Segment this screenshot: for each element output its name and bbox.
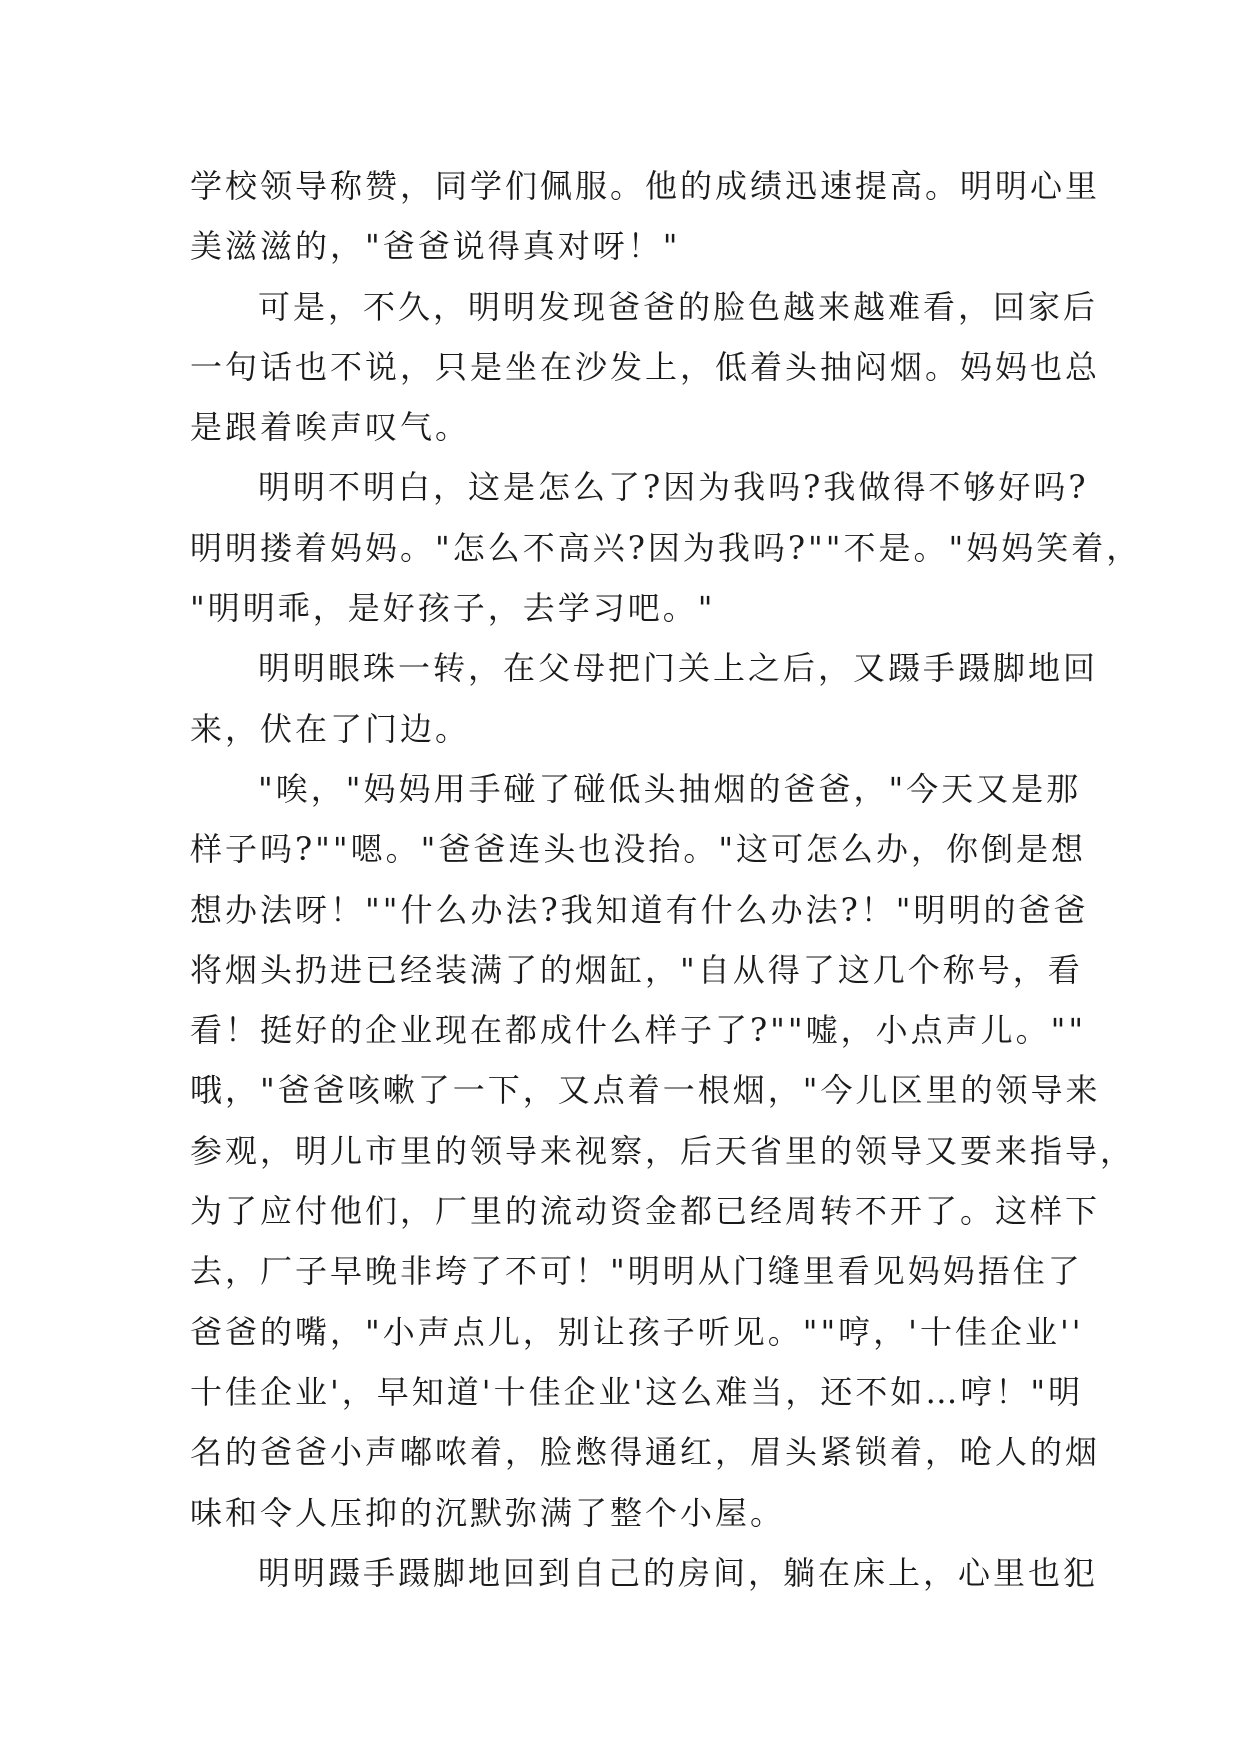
text-line: 名的爸爸小声嘟哝着，脸憋得通红，眉头紧锁着，呛人的烟	[190, 1433, 1101, 1472]
text-line: 想办法呀！""什么办法?我知道有什么办法?！"明明的爸爸	[190, 890, 1089, 929]
text-line: 样子吗?""嗯。"爸爸连头也没抬。"这可怎么办，你倒是想	[190, 830, 1087, 869]
text-line: 可是，不久，明明发现爸爸的脸色越来越难看，回家后	[258, 287, 1099, 326]
text-line: 哦，"爸爸咳嗽了一下，又点着一根烟，"今儿区里的领导来	[190, 1071, 1101, 1110]
text-line: 去，厂子早晚非垮了不可！"明明从门缝里看见妈妈捂住了	[190, 1252, 1083, 1291]
text-line: 来，伏在了门边。	[190, 709, 471, 748]
document-body	[190, 156, 1142, 1603]
text-line: 是跟着唉声叹气。	[190, 408, 471, 447]
text-line: 十佳企业'，早知道'十佳企业'这么难当，还不如…哼！"明	[190, 1372, 1084, 1411]
text-line: 一句话也不说，只是坐在沙发上，低着头抽闷烟。妈妈也总	[190, 347, 1101, 386]
text-line: 参观，明儿市里的领导来视察，后天省里的领导又要来指导，	[190, 1131, 1136, 1170]
text-line: 明明眼珠一转，在父母把门关上之后，又蹑手蹑脚地回	[258, 649, 1099, 688]
text-line: 明明搂着妈妈。"怎么不高兴?因为我吗?""不是。"妈妈笑着，	[190, 528, 1142, 567]
text-line: 看！挺好的企业现在都成什么样子了?""嘘，小点声儿。""	[190, 1011, 1087, 1050]
text-line: 学校领导称赞，同学们佩服。他的成绩迅速提高。明明心里	[190, 167, 1101, 205]
text-line: 味和令人压抑的沉默弥满了整个小屋。	[190, 1493, 786, 1532]
text-line: 爸爸的嘴，"小声点儿，别让孩子听见。""哼，'十佳企业''	[190, 1312, 1084, 1351]
text-line: "唉，"妈妈用手碰了碰低头抽烟的爸爸，"今天又是那	[258, 769, 1082, 808]
text-line: 明明不明白，这是怎么了?因为我吗?我做得不够好吗?	[258, 468, 1089, 507]
text-line: 将烟头扔进已经装满了的烟缸，"自从得了这几个称号，看	[190, 950, 1083, 989]
text-line: 美滋滋的，"爸爸说得真对呀！"	[190, 227, 681, 266]
text-line: 明明蹑手蹑脚地回到自己的房间，躺在床上，心里也犯	[258, 1553, 1099, 1592]
text-line: 为了应付他们，厂里的流动资金都已经周转不开了。这样下	[190, 1192, 1101, 1231]
text-line: "明明乖，是好孩子，去学习吧。"	[190, 589, 716, 628]
